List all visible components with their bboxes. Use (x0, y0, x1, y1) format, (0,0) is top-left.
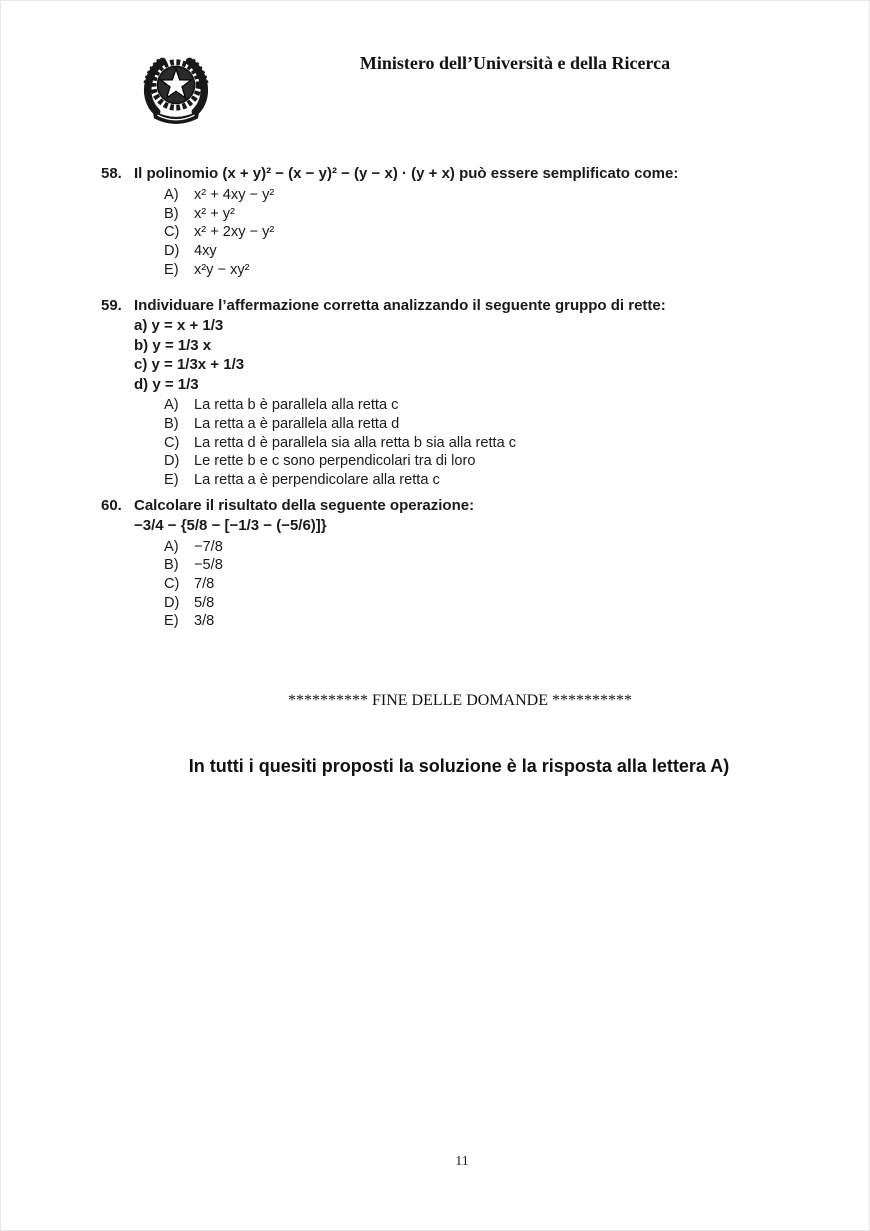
option-letter: D) (164, 243, 180, 260)
option-letter: E) (164, 261, 179, 278)
options-list (164, 396, 801, 490)
option-letter: A) (164, 187, 179, 203)
option-text: −7/8 (194, 538, 223, 555)
option-text: x²y − xy² (194, 261, 250, 278)
option-letter: B) (164, 416, 179, 433)
question-text: Individuare l’affermazione corretta analizzando il seguente gruppo di rette: (134, 297, 666, 314)
question-number: 58. (101, 165, 122, 182)
option-text: 5/8 (194, 594, 215, 611)
option-row (164, 396, 801, 415)
option-text: La retta b è parallela alla retta c (194, 397, 399, 414)
question-text: Il polinomio (x + y)² − (x − y)² − (y − x) · (y + x) può essere semplificato come: (134, 165, 679, 182)
option-row (164, 594, 801, 613)
end-of-questions-marker: ********** FINE DELLE DOMANDE ********** (288, 692, 632, 709)
option-row (164, 261, 801, 280)
option-text: 7/8 (194, 576, 215, 592)
option-text: La retta d è parallela sia alla retta b sia alla retta c (194, 434, 517, 451)
option-letter: C) (164, 434, 180, 451)
given-line: d) y = 1/3 (134, 375, 199, 393)
option-letter: E) (164, 472, 179, 489)
option-letter: E) (164, 613, 179, 630)
option-letter: C) (164, 224, 180, 241)
option-text: x² + 2xy − y² (194, 224, 275, 241)
option-text: x² + 4xy − y² (194, 187, 275, 203)
options-list (164, 538, 801, 632)
page-title: Ministero dell’Università e della Ricerca (359, 53, 671, 73)
given-line: a) y = x + 1/3 (134, 317, 224, 334)
option-letter: A) (164, 397, 179, 414)
option-text: 4xy (194, 243, 217, 260)
option-row (164, 205, 801, 224)
question-58 (101, 164, 801, 280)
expression-line: −3/4 − {5/8 − [−1/3 − (−5/6)]} (134, 517, 327, 534)
option-letter: B) (164, 557, 179, 574)
option-letter: D) (164, 594, 180, 611)
option-row (164, 415, 801, 434)
option-text: x² + y² (194, 205, 235, 222)
option-letter: C) (164, 576, 180, 592)
option-row (164, 242, 801, 261)
page-number: 11 (455, 1154, 469, 1169)
option-row (164, 434, 801, 453)
expression-lines (134, 516, 801, 536)
option-text: −5/8 (194, 557, 223, 574)
option-letter: B) (164, 205, 179, 222)
option-row (164, 556, 801, 575)
option-row (164, 575, 801, 594)
question-text: Calcolare il risultato della seguente operazione: (134, 497, 475, 514)
question-number: 59. (101, 297, 122, 314)
option-row (164, 471, 801, 490)
options-list (164, 186, 801, 280)
option-row (164, 452, 801, 471)
option-letter: D) (164, 453, 180, 470)
given-line: b) y = 1/3 x (134, 336, 212, 354)
option-text: 3/8 (194, 613, 215, 630)
option-row (164, 612, 801, 631)
solution-note: In tutti i quesiti proposti la soluzione è la risposta alla lettera A) (188, 756, 730, 776)
question-59 (101, 296, 801, 490)
option-text: La retta a è parallela alla retta d (194, 416, 400, 433)
question-60 (101, 496, 801, 631)
option-row (164, 223, 801, 242)
given-line: c) y = 1/3x + 1/3 (134, 356, 245, 374)
option-text: La retta a è perpendicolare alla retta c (194, 472, 440, 489)
option-row (164, 538, 801, 557)
option-text: Le rette b e c sono perpendicolari tra di loro (194, 453, 476, 470)
option-letter: A) (164, 538, 179, 555)
given-lines (134, 316, 801, 394)
option-row (164, 186, 801, 205)
question-number: 60. (101, 497, 122, 514)
